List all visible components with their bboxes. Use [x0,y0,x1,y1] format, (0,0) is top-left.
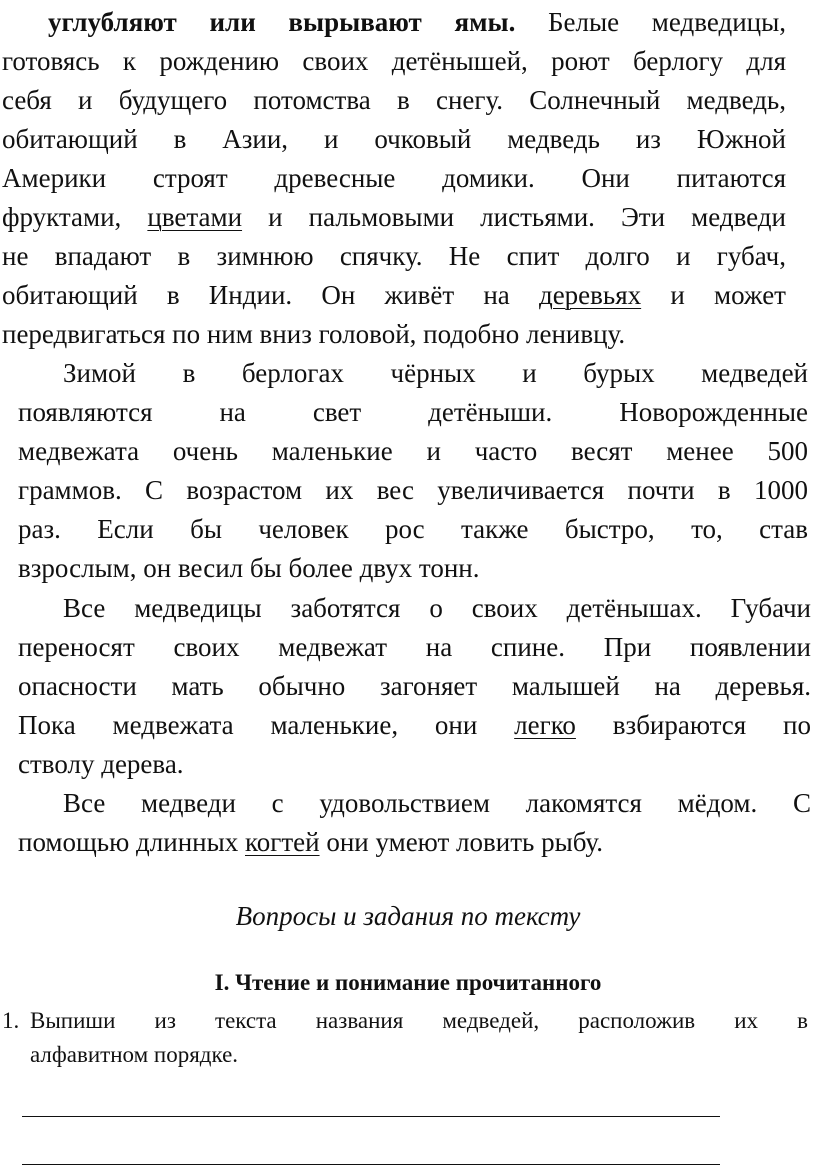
section-title: Вопросы и задания по тексту [235,901,581,931]
p1-line-3: себя и будущего потомства в снегу. Солнечный медведь, [2,85,786,115]
p2-line-5: раз. Если бы человек рос также быстро, то, став [18,514,808,544]
p2-line-4: граммов. С возрастом их вес увеличивается почти в 1000 [18,475,808,505]
p3-line-5: стволу дерева. [18,749,184,779]
answer-line-1[interactable] [22,1116,720,1117]
p4-line-2-a: помощью длинных [18,827,245,857]
p1-line-2: готовясь к рождению своих детёнышей, роют берлогу для [2,46,786,76]
underlined-word-easily: легко [514,710,576,740]
p3-line-4-a: Пока медвежата маленькие, они [18,710,515,740]
p1-lead-bold: углубляют или вырывают ямы. [48,7,516,37]
p2-line-3: медвежата очень маленькие и часто весят менее 500 [18,436,808,466]
underlined-word-flowers: цветами [147,202,243,232]
p1-line-6-a: фруктами, [2,202,148,232]
p1-line-6 [2,197,786,237]
p4-line-1: Все медведи с удовольствием лакомятся мёдом. С [63,788,811,818]
answer-line-2[interactable] [22,1164,720,1165]
p3-line-3: опасности мать обычно загоняет малышей на деревья. [18,671,811,701]
p2-line-2: появляются на свет детёныши. Новорожденные [18,397,808,427]
p2-line-1: Зимой в берлогах чёрных и бурых медведей [63,358,808,388]
p1-line-1-rest: Белые медведицы, [515,7,786,37]
subsection-title: I. Чтение и понимание прочитанного [214,970,602,995]
p1-line-9: передвигаться по ним вниз головой, подобно ленивцу. [2,319,626,349]
p1-line-7: не впадают в зимнюю спячку. Не спит долго и губач, [2,241,786,271]
p4-line-2-b: они умеют ловить рыбу. [319,827,603,857]
p3-line-1: Все медведицы заботятся о своих детёнышах. Губачи [63,593,811,623]
p1-line-8 [2,275,786,315]
p2-line-6: взрослым, он весил бы более двух тонн. [18,553,480,583]
p1-line-8-b: и может [641,280,786,310]
underlined-word-trees: деревьях [538,280,642,310]
p1-line-6-b: и пальмовыми листьями. Эти медведи [242,202,786,232]
p1-line-5: Америки строят древесные домики. Они питаются [2,163,786,193]
p4-line-2 [18,822,603,862]
p1-line-1 [48,2,786,42]
p1-line-8-a: обитающий в Индии. Он живёт на [2,280,539,310]
task-line-1: Выпиши из текста названия медведей, расположив их в [30,1008,808,1033]
p3-line-4-b: взбираются по [575,710,811,740]
underlined-word-claws: когтей [245,827,320,857]
task-line-2: алфавитном порядке. [30,1042,239,1067]
p1-line-4: обитающий в Азии, и очковый медведь из Южной [2,124,786,154]
p3-line-4 [18,705,811,745]
task-number: 1. [2,1008,20,1033]
p3-line-2: переносят своих медвежат на спине. При появлении [18,632,811,662]
